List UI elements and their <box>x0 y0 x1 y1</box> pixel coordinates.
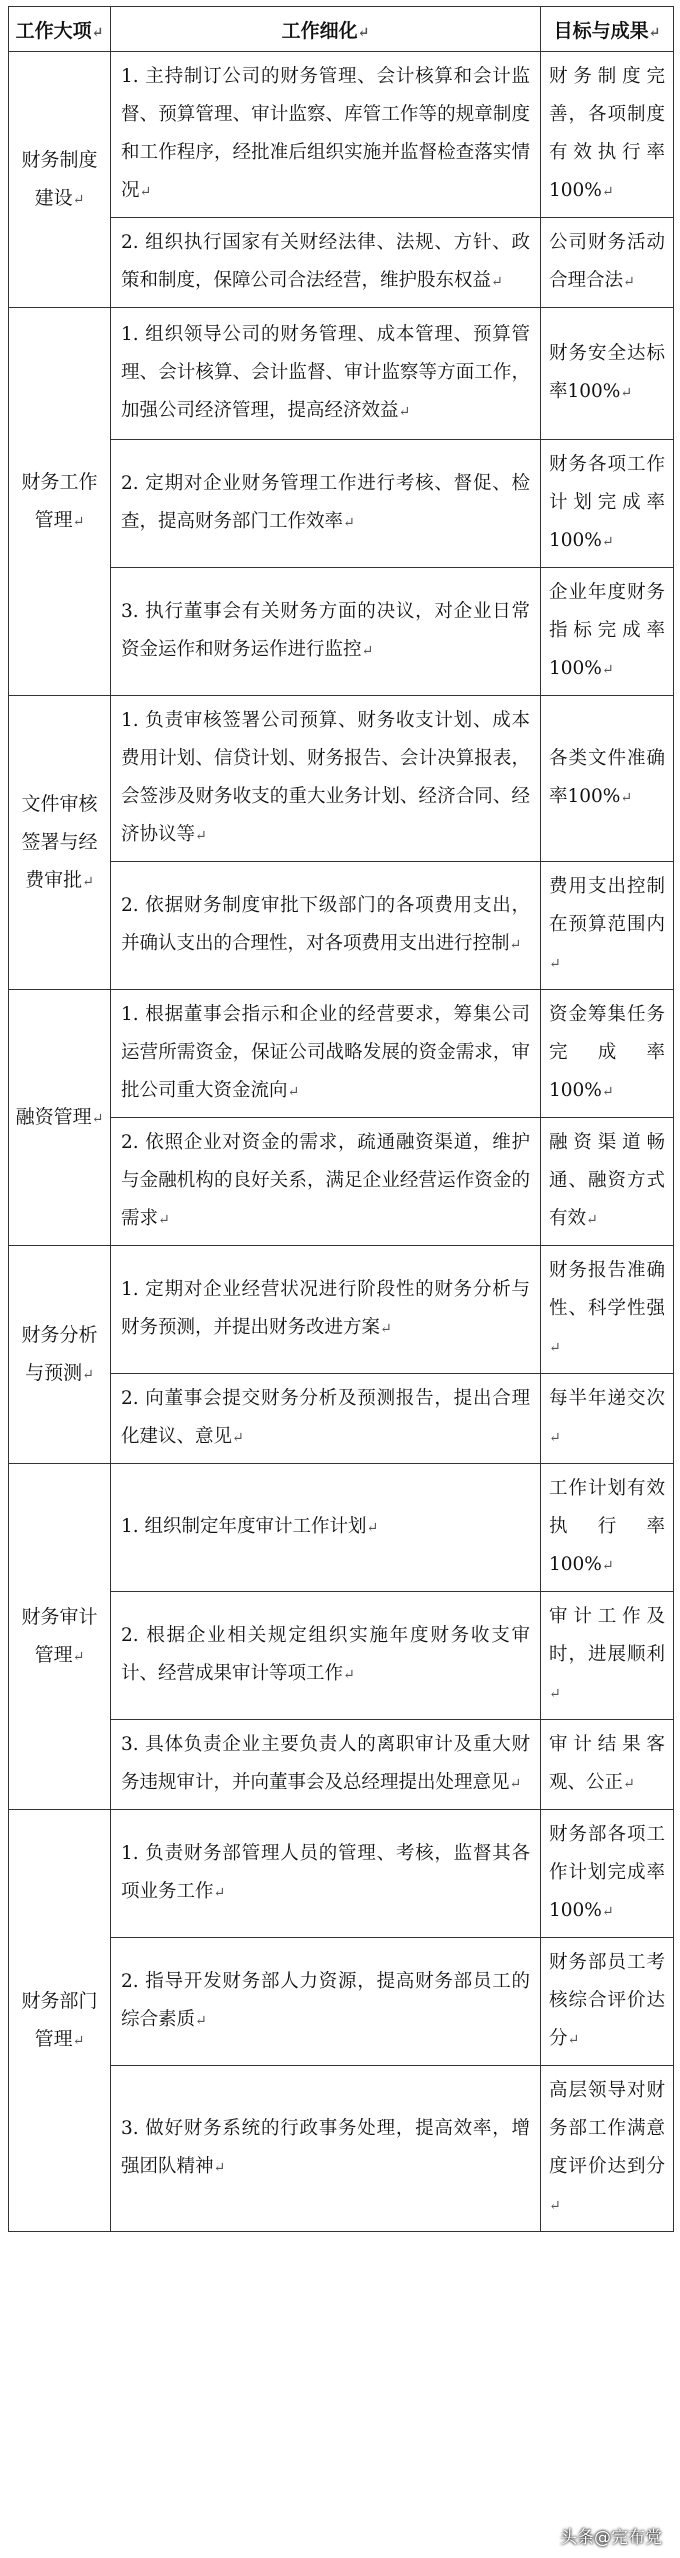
paragraph-mark-icon: ↵ <box>567 2032 580 2048</box>
header-detail <box>111 7 541 52</box>
goal-text: 企业年度财务指标完成率100% <box>549 582 665 679</box>
goal-cell <box>541 52 674 218</box>
detail-text: 1. 定期对企业经营状况进行阶段性的财务分析与财务预测，并提出财务改进方案 <box>121 1279 530 1338</box>
goal-text: 融资渠道畅通、融资方式有效 <box>549 1132 665 1229</box>
detail-text: 2. 根据企业相关规定组织实施年度财务收支审计、经营成果审计等项工作 <box>121 1625 530 1684</box>
goal-cell <box>541 2066 674 2232</box>
table-row <box>9 1810 674 1938</box>
category-cell <box>9 1810 111 2232</box>
detail-cell <box>111 1464 541 1592</box>
category-label: 财务审计管理 <box>21 1605 98 1666</box>
detail-text: 3. 执行董事会有关财务方面的决议，对企业日常资金运作和财务运作进行监控 <box>121 601 530 660</box>
goal-text: 财务部各项工作计划完成率100% <box>549 1824 665 1921</box>
paragraph-mark-icon: ↵ <box>620 790 633 806</box>
paragraph-mark-icon: ↵ <box>648 24 661 41</box>
detail-cell <box>111 1246 541 1374</box>
detail-text: 1. 负责财务部管理人员的管理、考核，监督其各项业务工作 <box>121 1843 530 1902</box>
detail-cell <box>111 1374 541 1464</box>
goal-cell <box>541 218 674 308</box>
paragraph-mark-icon: ↵ <box>213 1885 226 1901</box>
detail-cell <box>111 568 541 696</box>
detail-text: 2. 向董事会提交财务分析及预测报告，提出合理化建议、意见 <box>121 1388 530 1447</box>
paragraph-mark-icon: ↵ <box>343 515 355 531</box>
paragraph-mark-icon: ↵ <box>549 1340 561 1356</box>
watermark: 头条@完布党 <box>560 2528 662 2548</box>
goal-text: 高层领导对财务部工作满意度评价达到分 <box>549 2080 665 2177</box>
goal-cell <box>541 696 674 862</box>
goal-cell <box>541 1720 674 1810</box>
goal-text: 工作计划有效执行率100% <box>549 1478 665 1575</box>
header-row <box>9 7 674 52</box>
detail-text: 2. 指导开发财务部人力资源，提高财务部员工的综合素质 <box>121 1971 530 2030</box>
goal-cell <box>541 308 674 440</box>
paragraph-mark-icon: ↵ <box>195 2013 207 2029</box>
table-body <box>9 52 674 2232</box>
detail-cell <box>111 862 541 990</box>
paragraph-mark-icon: ↵ <box>623 274 635 290</box>
paragraph-mark-icon: ↵ <box>343 1667 355 1683</box>
paragraph-mark-icon: ↵ <box>158 1212 170 1228</box>
goal-text: 财务各项工作计划完成率100% <box>549 454 665 551</box>
category-cell <box>9 696 111 990</box>
detail-text: 1. 组织制定年度审计工作计划 <box>121 1516 367 1537</box>
paragraph-mark-icon: ↵ <box>601 1084 614 1100</box>
detail-cell <box>111 1720 541 1810</box>
paragraph-mark-icon: ↵ <box>380 1321 392 1337</box>
table-row <box>9 696 674 862</box>
detail-text: 1. 主持制订公司的财务管理、会计核算和会计监督、预算管理、审计监察、库管工作等的规章制度和工作程序，经批准后组织实施并监督检查落实情况 <box>121 66 530 201</box>
goal-cell <box>541 862 674 990</box>
detail-cell <box>111 696 541 862</box>
detail-cell <box>111 308 541 440</box>
detail-text: 1. 负责审核签署公司预算、财务收支计划、成本费用计划、信贷计划、财务报告、会计决算报表，会签涉及财务收支的重大业务计划、经济合同、经济协议等 <box>121 710 530 845</box>
header-category <box>9 7 111 52</box>
paragraph-mark-icon: ↵ <box>549 956 561 972</box>
paragraph-mark-icon: ↵ <box>491 274 503 290</box>
detail-text: 1. 组织领导公司的财务管理、成本管理、预算管理、会计核算、会计监督、审计监察等方面工作，加强公司经济管理，提高经济效益 <box>121 324 530 421</box>
detail-text: 2. 定期对企业财务管理工作进行考核、督促、检查，提高财务部门工作效率 <box>121 473 530 532</box>
goal-cell <box>541 440 674 568</box>
goal-text: 公司财务活动合理合法 <box>549 232 665 291</box>
detail-text: 3. 做好财务系统的行政事务处理，提高效率，增强团队精神 <box>121 2118 530 2177</box>
category-cell <box>9 1246 111 1464</box>
goal-cell <box>541 1938 674 2066</box>
paragraph-mark-icon: ↵ <box>357 24 370 41</box>
goal-text: 财务制度完善，各项制度有效执行率100% <box>549 66 665 201</box>
goal-text: 每半年递交次 <box>549 1388 665 1409</box>
paragraph-mark-icon: ↵ <box>72 191 85 208</box>
detail-cell <box>111 1118 541 1246</box>
detail-text: 3. 具体负责企业主要负责人的离职审计及重大财务违规审计，并向董事会及总经理提出处理意见 <box>121 1734 530 1793</box>
category-cell <box>9 990 111 1246</box>
paragraph-mark-icon: ↵ <box>72 1648 85 1665</box>
work-plan-table <box>8 6 674 2232</box>
table-row <box>9 1464 674 1592</box>
paragraph-mark-icon: ↵ <box>72 2032 85 2049</box>
header-goal-label: 目标与成果 <box>553 19 649 42</box>
category-cell <box>9 52 111 308</box>
detail-text: 2. 依照企业对资金的需求，疏通融资渠道，维护与金融机构的良好关系，满足企业经营运作资金的需求 <box>121 1132 530 1229</box>
goal-cell <box>541 1464 674 1592</box>
detail-cell <box>111 1810 541 1938</box>
paragraph-mark-icon: ↵ <box>398 404 411 420</box>
goal-cell <box>541 1374 674 1464</box>
goal-text: 财务部员工考核综合评价达分 <box>549 1952 665 2049</box>
goal-cell <box>541 568 674 696</box>
detail-cell <box>111 1592 541 1720</box>
header-category-label: 工作大项 <box>15 19 92 42</box>
paragraph-mark-icon: ↵ <box>195 828 207 844</box>
goal-cell <box>541 990 674 1118</box>
paragraph-mark-icon: ↵ <box>287 1084 300 1100</box>
goal-text: 资金筹集任务完成率100% <box>549 1004 665 1101</box>
category-label: 财务制度建设 <box>21 148 98 209</box>
paragraph-mark-icon: ↵ <box>620 385 633 401</box>
goal-text: 财务报告准确性、科学性强 <box>549 1260 665 1319</box>
detail-cell <box>111 218 541 308</box>
detail-cell <box>111 2066 541 2232</box>
category-label: 文件审核签署与经费审批 <box>21 792 98 891</box>
paragraph-mark-icon: ↵ <box>509 937 522 953</box>
paragraph-mark-icon: ↵ <box>601 662 614 678</box>
paragraph-mark-icon: ↵ <box>366 1520 379 1536</box>
detail-text: 1. 根据董事会指示和企业的经营要求，筹集公司运营所需资金，保证公司战略发展的资金需求，审批公司重大资金流向 <box>121 1004 530 1101</box>
detail-text: 2. 组织执行国家有关财经法律、法规、方针、政策和制度，保障公司合法经营，维护股东权益 <box>121 232 530 291</box>
category-cell <box>9 1464 111 1810</box>
detail-cell <box>111 440 541 568</box>
goal-cell <box>541 1118 674 1246</box>
goal-text: 费用支出控制在预算范围内 <box>549 876 665 935</box>
paragraph-mark-icon: ↵ <box>549 1430 561 1446</box>
table-row <box>9 52 674 218</box>
paragraph-mark-icon: ↵ <box>82 873 94 890</box>
paragraph-mark-icon: ↵ <box>232 1430 244 1446</box>
goal-text: 各类文件准确率100% <box>549 748 665 807</box>
category-label: 财务分析与预测 <box>21 1323 98 1384</box>
paragraph-mark-icon: ↵ <box>509 1776 522 1792</box>
paragraph-mark-icon: ↵ <box>623 1776 635 1792</box>
table-row <box>9 990 674 1118</box>
paragraph-mark-icon: ↵ <box>601 1904 614 1920</box>
goal-text: 审计工作及时，进展顺利 <box>549 1606 665 1665</box>
paragraph-mark-icon: ↵ <box>91 24 104 41</box>
goal-cell <box>541 1810 674 1938</box>
table-row <box>9 1246 674 1374</box>
category-label: 融资管理 <box>15 1105 92 1128</box>
detail-cell <box>111 990 541 1118</box>
paragraph-mark-icon: ↵ <box>213 2160 226 2176</box>
detail-cell <box>111 52 541 218</box>
category-label: 财务部门管理 <box>21 1989 98 2050</box>
header-goal <box>541 7 674 52</box>
category-label: 财务工作管理 <box>21 470 98 531</box>
paragraph-mark-icon: ↵ <box>549 2198 561 2214</box>
detail-cell <box>111 1938 541 2066</box>
paragraph-mark-icon: ↵ <box>91 1110 104 1127</box>
paragraph-mark-icon: ↵ <box>82 1366 94 1383</box>
detail-text: 2. 依据财务制度审批下级部门的各项费用支出，并确认支出的合理性，对各项费用支出进行控制 <box>121 895 530 954</box>
header-detail-label: 工作细化 <box>281 19 358 42</box>
paragraph-mark-icon: ↵ <box>601 184 614 200</box>
goal-text: 审计结果客观、公正 <box>549 1734 665 1793</box>
paragraph-mark-icon: ↵ <box>549 1686 561 1702</box>
category-cell <box>9 308 111 696</box>
table-row <box>9 308 674 440</box>
paragraph-mark-icon: ↵ <box>601 534 614 550</box>
goal-cell <box>541 1592 674 1720</box>
goal-text: 财务安全达标率100% <box>549 343 665 402</box>
paragraph-mark-icon: ↵ <box>361 643 374 659</box>
paragraph-mark-icon: ↵ <box>601 1558 614 1574</box>
paragraph-mark-icon: ↵ <box>586 1212 598 1228</box>
paragraph-mark-icon: ↵ <box>72 513 85 530</box>
paragraph-mark-icon: ↵ <box>139 184 152 200</box>
goal-cell <box>541 1246 674 1374</box>
